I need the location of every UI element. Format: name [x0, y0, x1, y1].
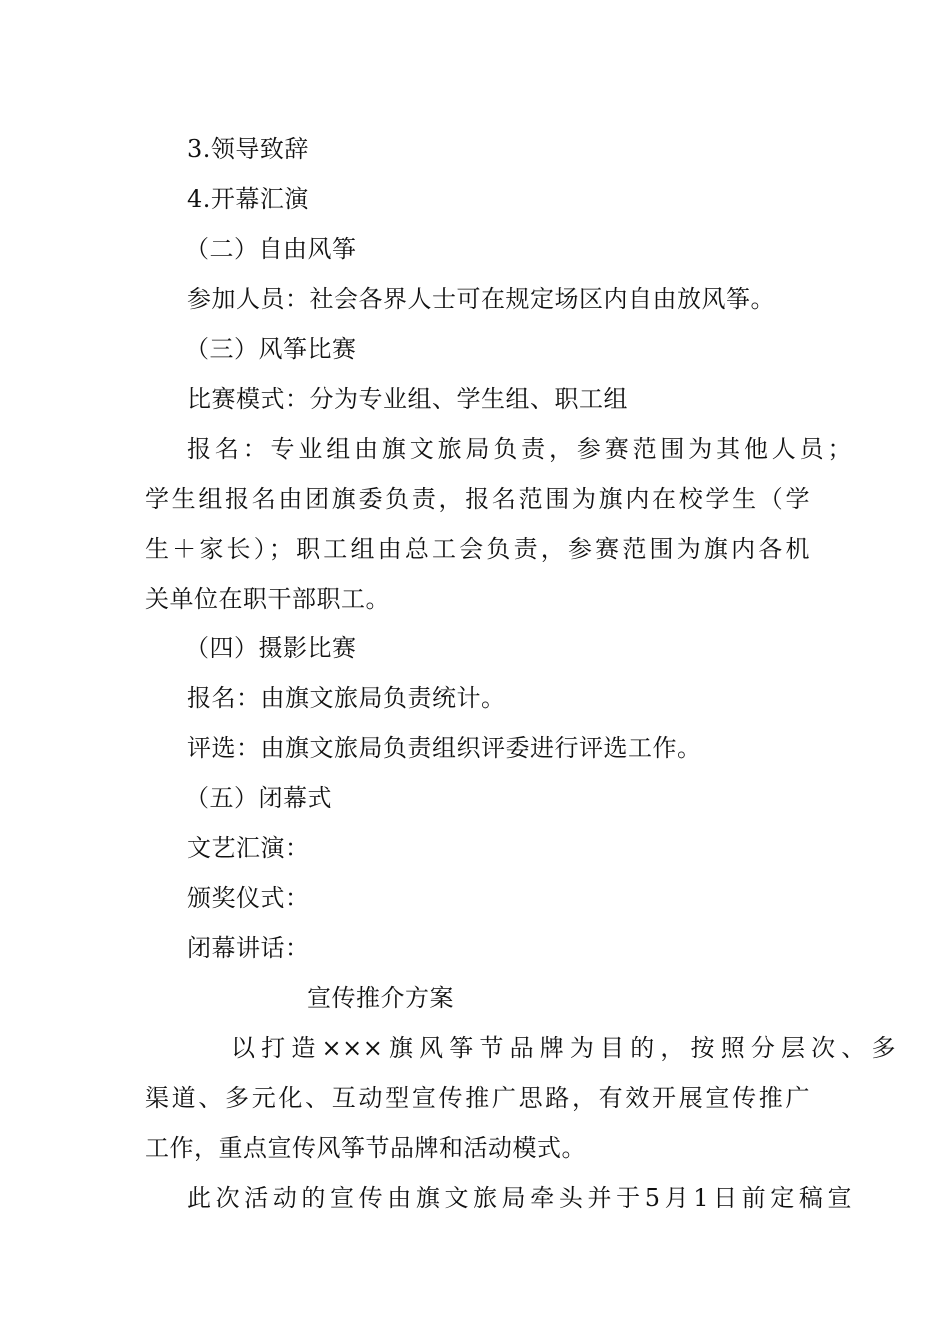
paragraph-registration-line-3: 生＋家长）；职工组由总工会负责，参赛范围为旗内各机	[145, 535, 810, 563]
section-heading-kite-competition: （三）风筝比赛	[185, 335, 357, 363]
paragraph-publicity-line-1: 此次活动的宣传由旗文旅局牵头并于5月1日前定稿宣	[187, 1184, 852, 1212]
section-title-promotion-plan: 宣传推介方案	[307, 984, 454, 1012]
paragraph-registration-line-2: 学生组报名由团旗委负责，报名范围为旗内在校学生（学	[145, 485, 810, 513]
list-item-award-ceremony: 颁奖仪式：	[187, 884, 310, 912]
paragraph-registration-line-4: 关单位在职干部职工。	[145, 585, 390, 613]
list-item-closing-speech: 闭幕讲话：	[187, 934, 310, 962]
list-item-leader-speech: 3.领导致辞	[187, 135, 309, 163]
paragraph-promotion-line-2: 渠道、多元化、互动型宣传推广思路，有效开展宣传推广	[145, 1084, 810, 1112]
paragraph-photo-registration: 报名：由旗文旅局负责统计。	[187, 684, 506, 712]
paragraph-participants: 参加人员：社会各界人士可在规定场区内自由放风筝。	[187, 285, 775, 313]
paragraph-competition-mode: 比赛模式：分为专业组、学生组、职工组	[187, 385, 628, 413]
paragraph-photo-selection: 评选：由旗文旅局负责组织评委进行评选工作。	[187, 734, 702, 762]
section-heading-free-kite: （二）自由风筝	[185, 235, 357, 263]
list-item-art-performance: 文艺汇演：	[187, 834, 310, 862]
paragraph-promotion-line-1: 以打造×××旗风筝节品牌为目的，按照分层次、多	[231, 1034, 896, 1062]
paragraph-promotion-line-3: 工作，重点宣传风筝节品牌和活动模式。	[145, 1134, 586, 1162]
paragraph-registration-line-1: 报名：专业组由旗文旅局负责，参赛范围为其他人员；	[187, 435, 852, 463]
section-heading-photo-competition: （四）摄影比赛	[185, 634, 357, 662]
section-heading-closing-ceremony: （五）闭幕式	[185, 784, 332, 812]
list-item-opening-performance: 4.开幕汇演	[187, 185, 309, 213]
